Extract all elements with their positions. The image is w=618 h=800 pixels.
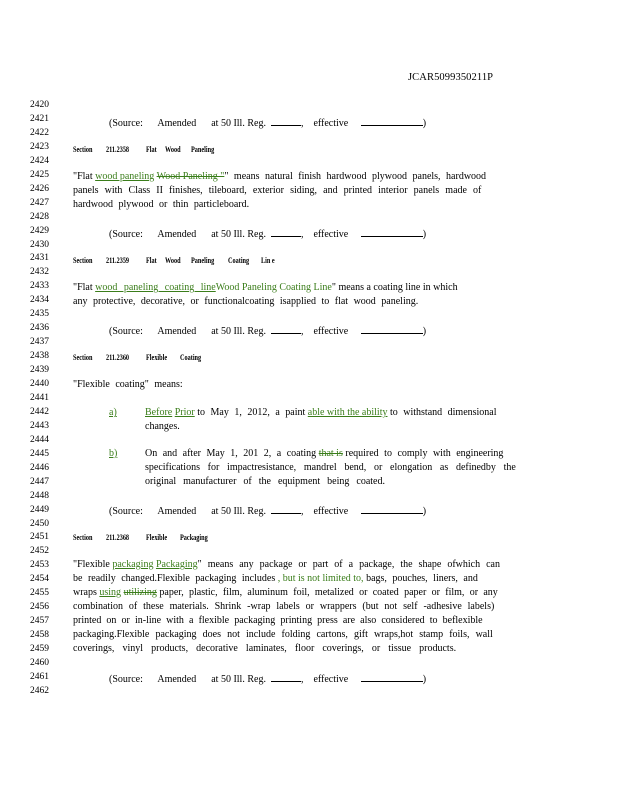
line-number: 2437	[30, 337, 49, 348]
definition-2459: coverings, vinyl products, decorative laminates, floor coverings, or tissue products.	[73, 643, 457, 654]
list-item-a-text-2: changes.	[145, 421, 180, 432]
definition-2454: be readily changed.Flexible packaging includes , but is not limited to, bags, pouches, liners, and	[73, 573, 478, 584]
list-item-a-marker: a)	[109, 407, 117, 418]
line-number: 2443	[30, 420, 49, 431]
line-number: 2454	[30, 574, 49, 585]
line-number: 2455	[30, 588, 49, 599]
line-number: 2427	[30, 197, 49, 208]
definition-2457: printed on or in-line with a flexible packaging printing press are also considered to beflexible	[73, 615, 483, 626]
line-number: 2429	[30, 225, 49, 236]
line-number: 2435	[30, 309, 49, 320]
line-number: 2433	[30, 281, 49, 292]
source-note-2421: (Source: Amended at 50 Ill. Reg. , effective )	[109, 118, 427, 129]
line-number: 2426	[30, 183, 49, 194]
line-number: 2421	[30, 113, 49, 124]
list-item-b-marker: b)	[109, 448, 118, 459]
line-number: 2431	[30, 253, 49, 264]
definition-2434: any protective, decorative, or functionalcoating isapplied to flat wood paneling.	[73, 296, 419, 307]
section-heading-2358: Section 211.2358 Flat Wood Paneling	[73, 145, 215, 154]
line-number: 2439	[30, 365, 49, 376]
source-note-2436: (Source: Amended at 50 Ill. Reg. , effective )	[109, 326, 427, 337]
section-heading-2368: Section 211.2368 Flexible Packaging	[73, 533, 208, 542]
line-number: 2432	[30, 267, 49, 278]
line-number: 2446	[30, 462, 49, 473]
section-heading-2360: Section 211.2360 Flexible Coating	[73, 353, 202, 362]
definition-2456: combination of these materials. Shrink -wrap labels or wrappers (but not self -adhesive labels)	[73, 601, 495, 612]
line-number: 2449	[30, 504, 49, 515]
definition-2458: packaging.Flexible packaging does not include folding cartons, gift wraps,hot stamp foils, wall	[73, 629, 493, 640]
definition-2427: hardwood plywood or thin particleboard.	[73, 199, 250, 210]
line-number: 2436	[30, 323, 49, 334]
list-item-a-text: Before Prior to May 1, 2012, a paint able with the ability to withstand dimensional	[145, 407, 497, 418]
line-number: 2445	[30, 448, 49, 459]
list-item-b-text-3: original manufacturer of the equipment being coated.	[145, 476, 385, 487]
line-number: 2447	[30, 476, 49, 487]
line-number: 2438	[30, 351, 49, 362]
line-number: 2457	[30, 616, 49, 627]
line-number: 2424	[30, 155, 49, 166]
line-number: 2444	[30, 434, 49, 445]
line-number: 2450	[30, 518, 49, 529]
line-number: 2423	[30, 141, 49, 152]
section-heading-2359: Section 211.2359 Flat Wood Paneling Coating Lin e	[73, 256, 275, 265]
document-id: JCAR5099350211P	[408, 72, 494, 83]
line-number: 2459	[30, 644, 49, 655]
line-number: 2442	[30, 406, 49, 417]
definition-2440: "Flexible coating" means:	[73, 379, 183, 390]
line-number: 2451	[30, 532, 49, 543]
source-note-2449: (Source: Amended at 50 Ill. Reg. , effective )	[109, 506, 427, 517]
definition-2426: panels with Class II finishes, tileboard, exterior siding, and printed interior panels made of	[73, 185, 482, 196]
line-number: 2434	[30, 295, 49, 306]
line-number: 2458	[30, 630, 49, 641]
line-number: 2430	[30, 239, 49, 250]
effective-blank	[361, 117, 423, 126]
definition-2455: wraps using utilizing paper, plastic, film, aluminum foil, metalized or coated paper or film, or any	[73, 587, 498, 598]
source-note-2461: (Source: Amended at 50 Ill. Reg. , effective )	[109, 674, 427, 685]
line-number: 2462	[30, 685, 49, 696]
line-number: 2420	[30, 100, 49, 110]
reg-blank	[271, 117, 301, 126]
line-number: 2440	[30, 379, 49, 389]
line-number: 2441	[30, 392, 49, 403]
definition-2433: "Flat wood paneling coating lineWood Paneling Coating Line" means a coating line in which	[73, 282, 458, 293]
definition-2425: "Flat wood paneling Wood Paneling "" means natural finish hardwood plywood panels, hardwood	[73, 171, 487, 182]
source-note-2429: (Source: Amended at 50 Ill. Reg. , effective )	[109, 229, 427, 240]
list-item-b-text-2: specifications for impactresistance, mandrel bend, or elongation as definedby the	[145, 462, 516, 473]
line-number: 2456	[30, 602, 49, 613]
line-number: 2461	[30, 671, 49, 682]
line-number: 2428	[30, 211, 49, 222]
line-number: 2422	[30, 127, 49, 138]
definition-2453: "Flexible packaging Packaging" means any package or part of a package, the shape ofwhich can	[73, 559, 500, 570]
list-item-b-text: On and after May 1, 201 2, a coating that is required to comply with engineering	[145, 448, 504, 459]
line-number: 2452	[30, 546, 49, 557]
line-number: 2460	[30, 658, 49, 668]
line-number: 2453	[30, 560, 49, 571]
line-number: 2448	[30, 490, 49, 501]
line-number: 2425	[30, 169, 49, 180]
